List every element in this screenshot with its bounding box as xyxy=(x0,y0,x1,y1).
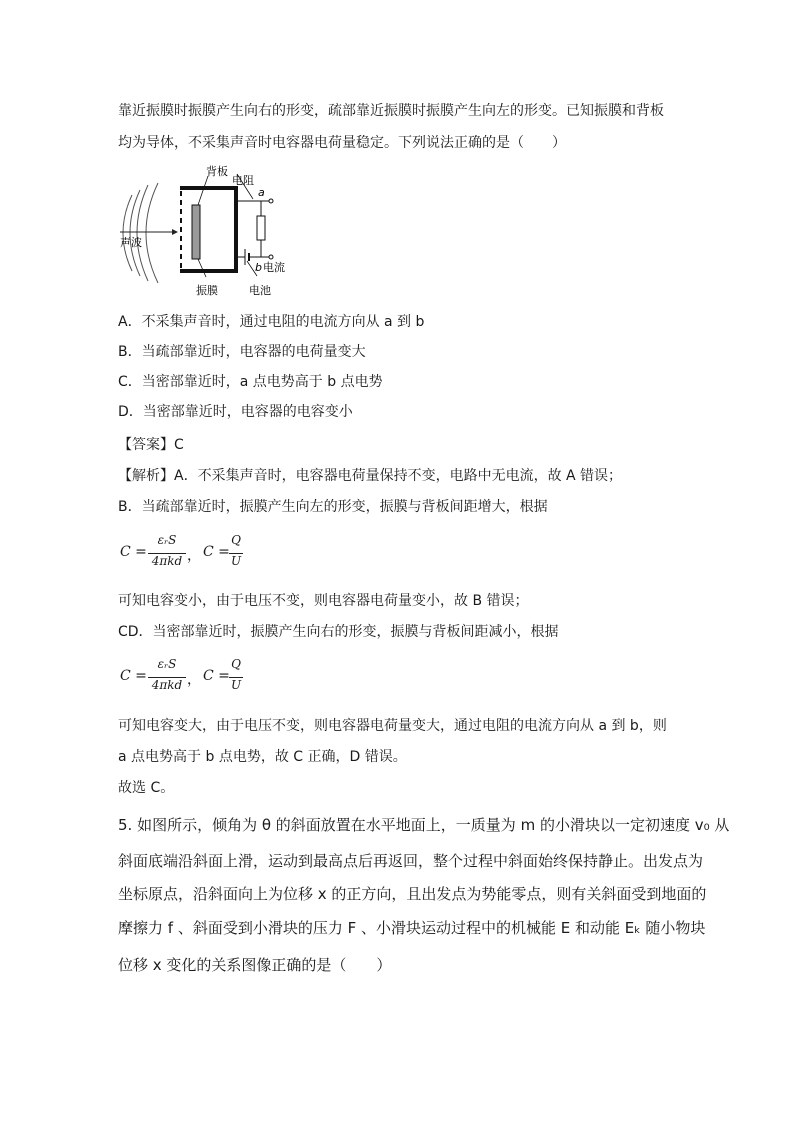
formula-lhs-2: C = xyxy=(203,544,230,560)
intro-line-1: 靠近振膜时振膜产生向右的形变，疏部靠近振膜时振膜产生向左的形变。已知振膜和背板 xyxy=(118,103,664,119)
analysis-line-5: 可知电容变大，由于电压不变，则电容器电荷量变大，通过电阻的电流方向从 a 到 b，则 xyxy=(118,718,667,734)
formula-numerator: εᵣS xyxy=(157,533,177,547)
capacitor-microphone-figure xyxy=(118,163,304,299)
sound-wave-arc xyxy=(130,190,140,276)
formula-numerator-2: Q xyxy=(231,533,241,547)
option-a: A．不采集声音时，通过电阻的电流方向从 a 到 b xyxy=(118,314,425,330)
question5-line-2: 斜面底端沿斜面上滑，运动到最高点后再返回，整个过程中斜面始终保持静止。出发点为 xyxy=(118,852,704,870)
analysis-line-4: CD．当密部靠近时，振膜产生向右的形变，振膜与背板间距减小，根据 xyxy=(118,624,559,640)
answer-value: C xyxy=(174,437,184,453)
label-current: 电流 xyxy=(263,261,285,274)
capacitor-housing xyxy=(180,188,236,271)
formula-denominator: 4πkd xyxy=(151,678,183,692)
analysis-line-3: 可知电容变小，由于电压不变，则电容器电荷量变小，故 B 错误； xyxy=(118,593,529,609)
option-b: B．当疏部靠近时，电容器的电荷量变大 xyxy=(118,344,366,360)
formula-fraction-1 xyxy=(148,533,186,573)
formula-fraction-2 xyxy=(229,657,243,697)
formula-numerator-2: Q xyxy=(231,657,241,671)
resistor xyxy=(257,216,265,240)
answer-tag: 【答案】 xyxy=(118,437,174,453)
terminal-a xyxy=(269,199,273,203)
formula-fraction-2 xyxy=(229,533,243,573)
question5-line-3: 坐标原点，沿斜面向上为位移 x 的正方向，且出发点为势能零点，则有关斜面受到地面的 xyxy=(118,885,707,903)
back-plate xyxy=(192,205,200,259)
analysis-line-7: 故选 C。 xyxy=(118,780,175,796)
answer-line xyxy=(118,435,184,455)
analysis-tag: 【解析】 xyxy=(118,468,174,484)
formula-denominator-2: U xyxy=(230,678,242,692)
label-a: a xyxy=(258,186,265,199)
label-resistor: 电阻 xyxy=(232,174,254,187)
formula-lhs: C = xyxy=(120,668,147,684)
label-sound: 声波 xyxy=(120,236,142,249)
analysis-a: A．不采集声音时，电容器电荷量保持不变，电路中无电流，故 A 错误； xyxy=(174,468,623,484)
label-membrane: 振膜 xyxy=(196,284,218,297)
terminal-b xyxy=(269,255,273,259)
formula-lhs-2: C = xyxy=(203,668,230,684)
analysis-line-6: a 点电势高于 b 点电势，故 C 正确，D 错误。 xyxy=(118,749,407,765)
formula-fraction-1 xyxy=(148,657,186,697)
analysis-line-2: B．当疏部靠近时，振膜产生向左的形变，振膜与背板间距增大，根据 xyxy=(118,499,548,515)
option-c: C．当密部靠近时，a 点电势高于 b 点电势 xyxy=(118,374,383,390)
formula-lhs: C = xyxy=(120,544,147,560)
formula-denominator: 4πkd xyxy=(151,554,183,568)
formula-denominator-2: U xyxy=(230,554,242,568)
label-battery: 电池 xyxy=(249,284,271,297)
question5-line-5: 位移 x 变化的关系图像正确的是（ ） xyxy=(118,956,392,974)
formula-separator: ， xyxy=(187,548,201,564)
formula-numerator: εᵣS xyxy=(157,657,177,671)
intro-line-2: 均为导体，不采集声音时电容器电荷量稳定。下列说法正确的是（ ） xyxy=(118,135,566,151)
question5-line-4: 摩擦力 f 、斜面受到小滑块的压力 F 、小滑块运动过程中的机械能 E 和动能 Eₖ 随小物块 xyxy=(118,919,706,937)
label-b: b xyxy=(255,261,262,274)
formula-separator: ， xyxy=(187,672,201,688)
sound-wave-arc xyxy=(123,195,132,271)
question5-line-1: 5. 如图所示，倾角为 θ 的斜面放置在水平地面上，一质量为 m 的小滑块以一定初速度 v₀ 从 xyxy=(118,816,730,834)
option-d: D．当密部靠近时，电容器的电容变小 xyxy=(118,404,353,420)
label-back-plate: 背板 xyxy=(206,165,228,178)
analysis-line-1 xyxy=(118,466,622,486)
sound-wave-arc xyxy=(146,183,158,283)
